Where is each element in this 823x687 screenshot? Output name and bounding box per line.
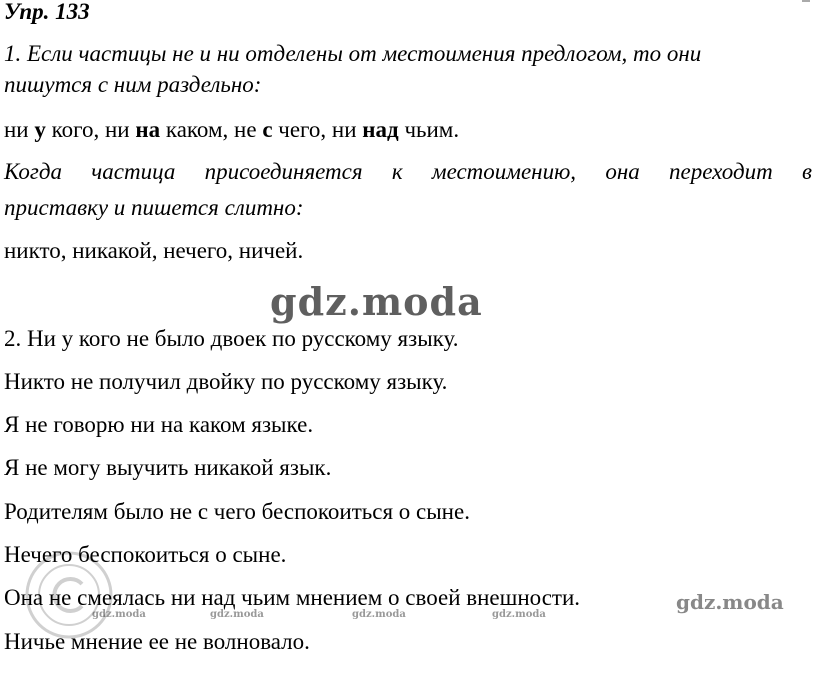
- examples1-bold2: на: [135, 117, 161, 142]
- examples1-bold3: с: [262, 117, 273, 142]
- examples1-part3: каком, не: [160, 117, 263, 142]
- sentence-1: 2. Ни у кого не было двоек по русскому языку.: [4, 326, 459, 351]
- watermark-small-4: gdz.moda: [492, 609, 546, 620]
- examples1-part1: ни: [4, 117, 35, 142]
- rule2-line1: Когда частица присоединяется к местоимению, она переходит в: [4, 159, 812, 184]
- sentence-2: Никто не получил двойку по русскому языку.: [4, 369, 448, 394]
- watermark-right: gdz.moda: [676, 590, 784, 614]
- sentence-6: Нечего беспокоиться о сыне.: [4, 542, 287, 567]
- sentence-4: Я не могу выучить никакой язык.: [4, 455, 332, 480]
- examples1: [4, 116, 459, 144]
- watermark-small-2: gdz.moda: [210, 609, 264, 620]
- watermark-small-3: gdz.moda: [352, 609, 406, 620]
- copyright-stamp-icon: [14, 540, 124, 650]
- examples1-bold1: у: [34, 117, 46, 142]
- rule1-line2: пишутся с ним раздельно:: [4, 72, 262, 97]
- corner-mark: [802, 0, 810, 2]
- examples2: никто, никакой, нечего, ничей.: [4, 238, 304, 263]
- sentence-5: Родителям было не с чего беспокоиться о сыне.: [4, 499, 470, 524]
- exercise-title: Упр. 133: [4, 0, 90, 24]
- examples1-part2: кого, ни: [45, 117, 136, 142]
- sentence-8: Ничье мнение ее не волновало.: [4, 629, 310, 654]
- sentence-3: Я не говорю ни на каком языке.: [4, 412, 314, 437]
- examples1-part5: чьим.: [398, 117, 460, 142]
- watermark-main: gdz.moda: [270, 279, 483, 324]
- sentence-7: Она не смеялась ни над чьим мнением о своей внешности.: [4, 585, 581, 610]
- examples1-part4: чего, ни: [272, 117, 363, 142]
- rule1-line1: 1. Если частицы не и ни отделены от местоимения предлогом, то они: [4, 41, 702, 66]
- rule2-line2: приставку и пишется слитно:: [4, 195, 304, 220]
- watermark-small-1: gdz.moda: [92, 609, 146, 620]
- examples1-bold4: над: [362, 117, 399, 142]
